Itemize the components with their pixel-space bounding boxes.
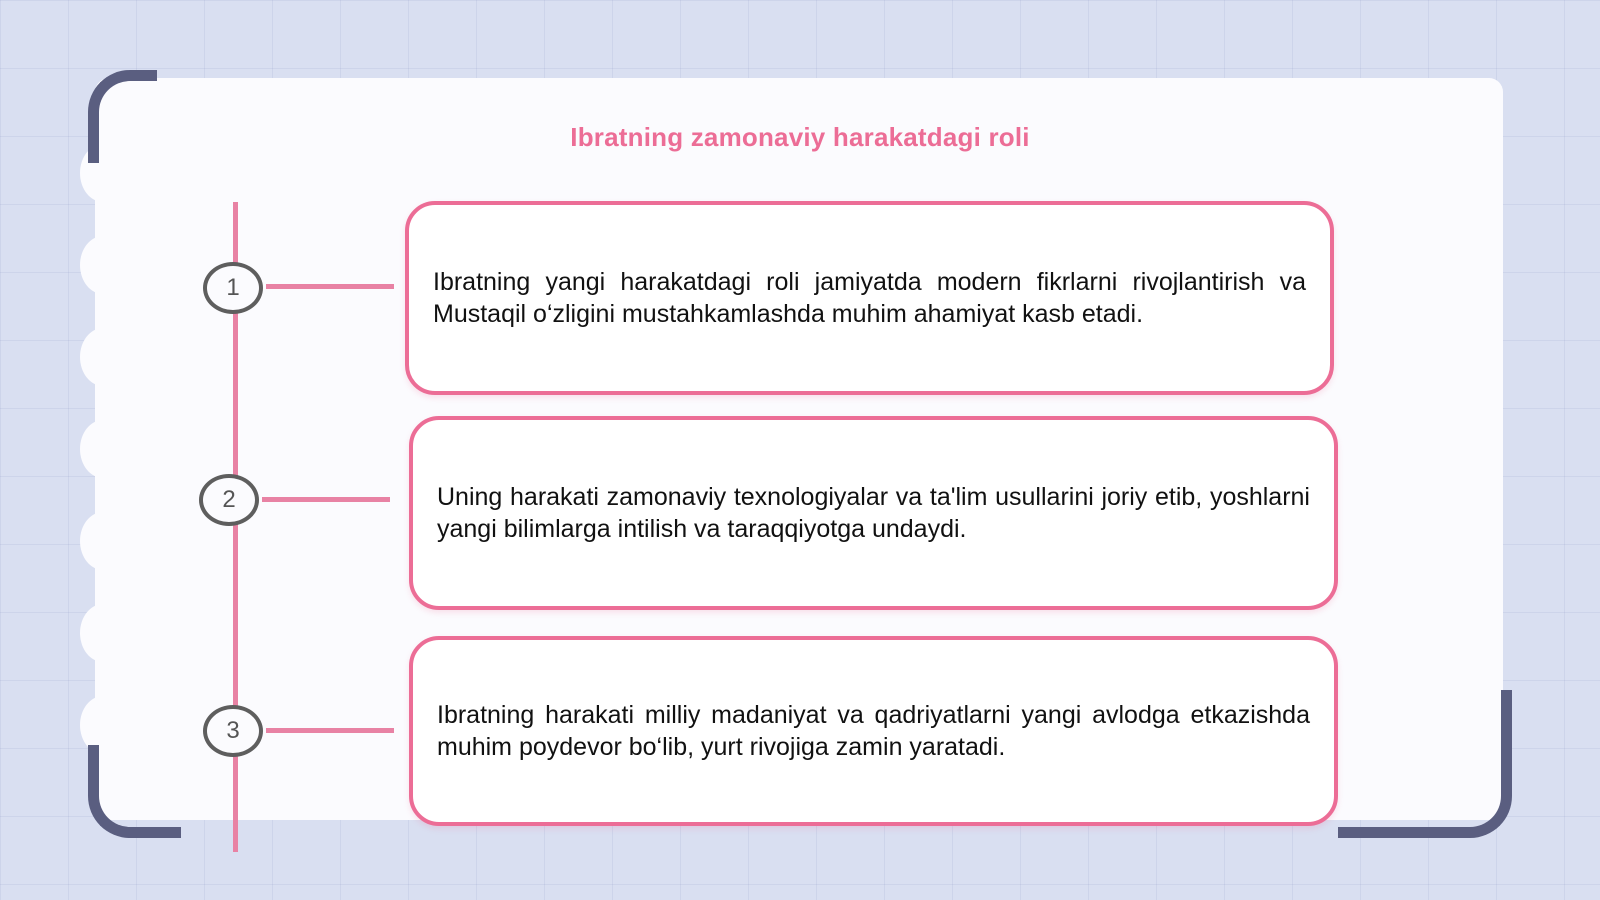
page-scallop (80, 420, 126, 478)
step-card-2 (409, 416, 1338, 610)
page-scallop (80, 236, 126, 294)
step-card-3 (409, 636, 1338, 826)
page-scallop (80, 512, 126, 570)
timeline-connector-2 (262, 497, 390, 502)
step-text-3: Ibratning harakati milliy madaniyat va qadriyatlarni yangi avlodga etkazishda muhim poydevor bo‘lib, yurt rivojiga zamin yaratadi. (437, 701, 1310, 761)
slide-title: Ibratning zamonaviy harakatdagi roli (570, 122, 1030, 152)
page-scallop (80, 328, 126, 386)
frame-corner-bottom-left (88, 745, 181, 838)
timeline-connector-1 (266, 284, 394, 289)
step-number-1: 1 (203, 262, 263, 314)
frame-corner-bottom-right (1338, 690, 1512, 838)
step-text-1: Ibratning yangi harakatdagi roli jamiyatda modern fikrlarni rivojlantirish va Mustaqil o‘zligini mustahkamlashda muhim ahamiyat kasb etadi. (433, 268, 1306, 328)
step-number-2: 2 (199, 474, 259, 526)
step-number-3: 3 (203, 705, 263, 757)
step-card-1 (405, 201, 1334, 395)
page-scallop (80, 604, 126, 662)
timeline-connector-3 (266, 728, 394, 733)
step-text-2: Uning harakati zamonaviy texnologiyalar va ta'lim usullarini joriy etib, yoshlarni yangi bilimlarga intilish va taraqqiyotga undaydi. (437, 483, 1310, 543)
